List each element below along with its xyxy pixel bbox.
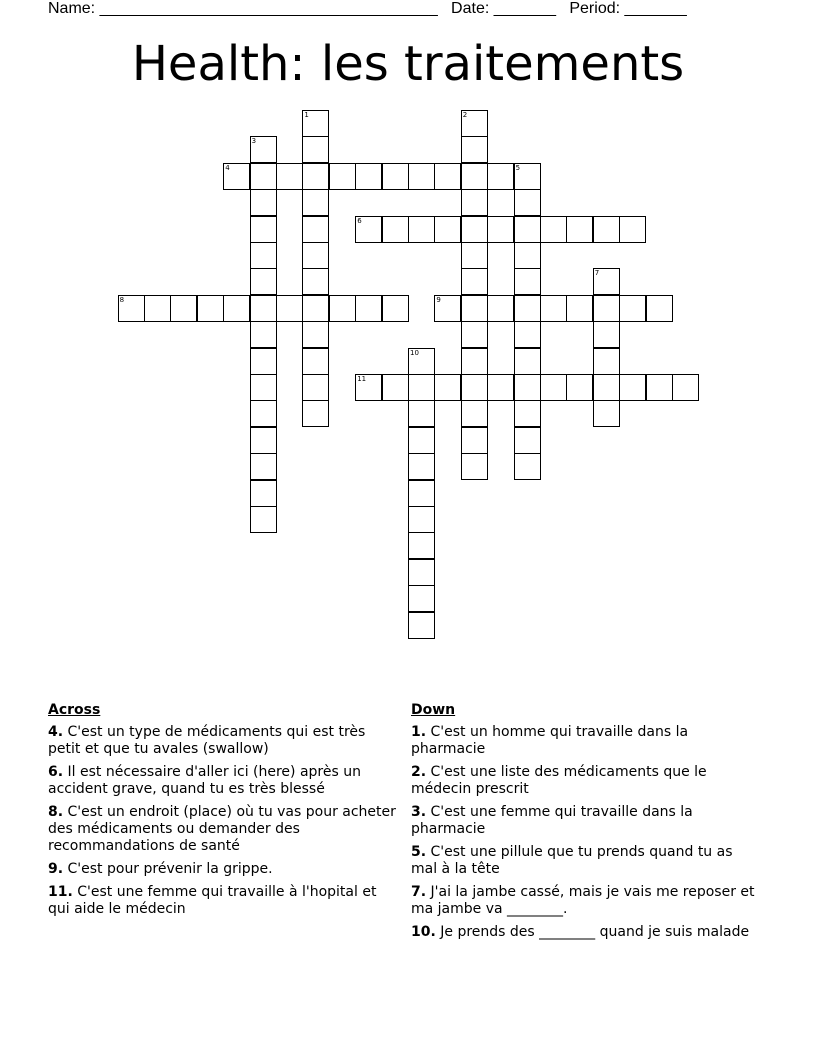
- clue-across-6: [48, 764, 398, 798]
- crossword-cell[interactable]: [302, 374, 329, 401]
- clue-number-label: 6: [357, 216, 362, 225]
- crossword-cell[interactable]: [566, 374, 593, 401]
- across-heading: Across: [48, 702, 101, 718]
- crossword-cell[interactable]: [619, 216, 646, 243]
- clue-down-10: [411, 924, 761, 941]
- clue-text: C'est une liste des médicaments que le médecin prescrit: [411, 764, 707, 797]
- crossword-cell[interactable]: [461, 321, 488, 348]
- crossword-cell[interactable]: [250, 427, 277, 454]
- clue-number-label: 2: [462, 111, 468, 119]
- clue-text: Il est nécessaire d'aller ici (here) après un accident grave, quand tu es très blessé: [48, 764, 361, 797]
- crossword-cell[interactable]: [250, 400, 277, 427]
- crossword-cell[interactable]: [408, 480, 435, 507]
- crossword-cell[interactable]: [593, 295, 620, 322]
- clue-across-11: [48, 884, 398, 918]
- clue-number-label: 1: [304, 111, 309, 119]
- crossword-cell[interactable]: [250, 348, 277, 375]
- crossword-cell[interactable]: [434, 374, 461, 401]
- student-info-line: Name: ______________________________________ Date: _______ Period: _______: [48, 0, 687, 17]
- crossword-cell[interactable]: [408, 374, 435, 401]
- crossword-cell[interactable]: [408, 506, 435, 533]
- clue-number-label: 7: [594, 269, 600, 278]
- crossword-cell[interactable]: [540, 374, 567, 401]
- crossword-cell[interactable]: [619, 374, 646, 401]
- crossword-cell[interactable]: [250, 321, 277, 348]
- crossword-cell[interactable]: [514, 427, 541, 454]
- crossword-cell[interactable]: [672, 374, 699, 401]
- crossword-cell[interactable]: [355, 295, 382, 322]
- clue-number: 11.: [48, 884, 73, 900]
- clue-text: C'est une femme qui travaille dans la pharmacie: [411, 804, 693, 837]
- crossword-cell[interactable]: [646, 295, 673, 322]
- crossword-cell[interactable]: [144, 295, 171, 322]
- clue-text: C'est un endroit (place) où tu vas pour acheter des médicaments ou demander des recommandations de santé: [48, 804, 396, 854]
- clue-text: C'est un type de médicaments qui est très petit et que tu avales (swallow): [48, 724, 366, 757]
- clue-number: 4.: [48, 724, 64, 740]
- crossword-cell[interactable]: [382, 163, 409, 190]
- clue-down-3: [411, 804, 761, 838]
- crossword-cell[interactable]: [382, 374, 409, 401]
- crossword-cell[interactable]: [302, 136, 329, 163]
- clue-number: 5.: [411, 844, 427, 860]
- crossword-cell[interactable]: [355, 163, 382, 190]
- crossword-cell[interactable]: [329, 295, 356, 322]
- crossword-cell[interactable]: [302, 163, 329, 190]
- clue-number-label: 5: [515, 163, 521, 172]
- crossword-cell[interactable]: [514, 348, 541, 375]
- crossword-cell[interactable]: [408, 612, 435, 639]
- down-heading: Down: [411, 702, 456, 718]
- crossword-cell[interactable]: [461, 453, 488, 480]
- crossword-cell[interactable]: [329, 163, 356, 190]
- crossword-cell[interactable]: [250, 295, 277, 322]
- clue-number: 2.: [411, 764, 427, 780]
- crossword-cell[interactable]: [540, 216, 567, 243]
- crossword-cell[interactable]: [408, 216, 435, 243]
- clue-text: C'est pour prévenir la grippe.: [67, 861, 273, 877]
- crossword-cell[interactable]: [514, 400, 541, 427]
- clue-number: 8.: [48, 804, 64, 820]
- clue-down-2: [411, 764, 761, 798]
- crossword-cell[interactable]: [461, 400, 488, 427]
- crossword-cell[interactable]: [514, 295, 541, 322]
- across-clues: [48, 702, 398, 924]
- crossword-cell[interactable]: [250, 163, 277, 190]
- clue-down-7: [411, 884, 761, 918]
- crossword-cell[interactable]: [302, 400, 329, 427]
- crossword-cell[interactable]: [250, 374, 277, 401]
- crossword-cell[interactable]: [487, 295, 514, 322]
- clue-number-label: 3: [251, 137, 257, 146]
- crossword-cell[interactable]: [223, 295, 250, 322]
- crossword-cell[interactable]: [461, 374, 488, 401]
- crossword-cell[interactable]: [408, 453, 435, 480]
- page-title: Health: les traitements: [131, 36, 685, 92]
- crossword-cell[interactable]: [593, 400, 620, 427]
- crossword-cell[interactable]: [487, 163, 514, 190]
- clue-number-label: 8: [119, 295, 125, 304]
- crossword-cell[interactable]: [170, 295, 197, 322]
- crossword-cell[interactable]: [250, 189, 277, 216]
- crossword-cell[interactable]: [593, 321, 620, 348]
- crossword-cell[interactable]: [461, 427, 488, 454]
- clue-across-8: [48, 804, 398, 855]
- clue-number-label: 10: [410, 348, 419, 357]
- clue-number: 1.: [411, 724, 427, 740]
- crossword-cell[interactable]: [250, 216, 277, 243]
- crossword-cell[interactable]: [408, 427, 435, 454]
- clue-number-label: 4: [225, 163, 230, 172]
- clue-across-9: [48, 861, 398, 878]
- crossword-cell[interactable]: [250, 242, 277, 269]
- crossword-cell[interactable]: [276, 163, 303, 190]
- crossword-cell[interactable]: [461, 189, 488, 216]
- crossword-cell[interactable]: [514, 321, 541, 348]
- crossword-cell[interactable]: [276, 295, 303, 322]
- crossword-cell[interactable]: [461, 136, 488, 163]
- crossword-cell[interactable]: [302, 348, 329, 375]
- clue-text: J'ai la jambe cassé, mais je vais me reposer et ma jambe va ________.: [411, 884, 755, 917]
- crossword-cell[interactable]: [302, 295, 329, 322]
- crossword-cell[interactable]: [514, 242, 541, 269]
- crossword-cell[interactable]: [408, 400, 435, 427]
- crossword-cell[interactable]: [593, 374, 620, 401]
- crossword-cell[interactable]: [197, 295, 224, 322]
- crossword-cell[interactable]: [461, 163, 488, 190]
- crossword-cell[interactable]: [646, 374, 673, 401]
- clue-number-label: 9: [436, 295, 441, 304]
- clue-text: Je prends des ________ quand je suis malade: [440, 924, 750, 940]
- crossword-cell[interactable]: [514, 374, 541, 401]
- clue-text: C'est un homme qui travaille dans la pharmacie: [411, 724, 689, 757]
- crossword-cell[interactable]: [434, 163, 461, 190]
- crossword-cell[interactable]: [382, 216, 409, 243]
- clue-number: 6.: [48, 764, 64, 780]
- clue-text: C'est une femme qui travaille à l'hopital et qui aide le médecin: [48, 884, 377, 917]
- clue-number: 7.: [411, 884, 427, 900]
- crossword-cell[interactable]: [408, 585, 435, 612]
- crossword-cell[interactable]: [566, 295, 593, 322]
- crossword-cell[interactable]: [434, 216, 461, 243]
- crossword-cell[interactable]: [461, 268, 488, 295]
- crossword-cell[interactable]: [250, 268, 277, 295]
- crossword-cell[interactable]: [619, 295, 646, 322]
- crossword-cell[interactable]: [514, 268, 541, 295]
- crossword-cell[interactable]: [514, 216, 541, 243]
- crossword-cell[interactable]: [302, 216, 329, 243]
- crossword-cell[interactable]: [408, 163, 435, 190]
- crossword-cell[interactable]: [408, 532, 435, 559]
- clue-down-1: [411, 724, 761, 758]
- clue-text: C'est une pillule que tu prends quand tu as mal à la tête: [411, 844, 733, 877]
- crossword-cell[interactable]: [514, 189, 541, 216]
- crossword-cell[interactable]: [487, 374, 514, 401]
- down-clues: [411, 702, 761, 947]
- crossword-cell[interactable]: [250, 480, 277, 507]
- crossword-cell[interactable]: [302, 321, 329, 348]
- crossword-cell[interactable]: [461, 242, 488, 269]
- crossword-cell[interactable]: [382, 295, 409, 322]
- clue-number: 9.: [48, 861, 64, 877]
- crossword-cell[interactable]: [250, 453, 277, 480]
- clue-number: 3.: [411, 804, 427, 820]
- crossword-cell[interactable]: [566, 216, 593, 243]
- crossword-cell[interactable]: [302, 189, 329, 216]
- crossword-cell[interactable]: [461, 295, 488, 322]
- clue-number: 10.: [411, 924, 436, 940]
- clue-down-5: [411, 844, 761, 878]
- crossword-cell[interactable]: [302, 268, 329, 295]
- clue-across-4: [48, 724, 398, 758]
- crossword-cell[interactable]: [514, 453, 541, 480]
- crossword-cell[interactable]: [250, 506, 277, 533]
- crossword-cell[interactable]: [593, 216, 620, 243]
- crossword-cell[interactable]: [408, 559, 435, 586]
- crossword-cell[interactable]: [302, 242, 329, 269]
- crossword-cell[interactable]: [461, 348, 488, 375]
- crossword-cell[interactable]: [487, 216, 514, 243]
- crossword-cell[interactable]: [540, 295, 567, 322]
- clue-number-label: 11: [357, 375, 367, 383]
- crossword-cell[interactable]: [461, 216, 488, 243]
- crossword-cell[interactable]: [593, 348, 620, 375]
